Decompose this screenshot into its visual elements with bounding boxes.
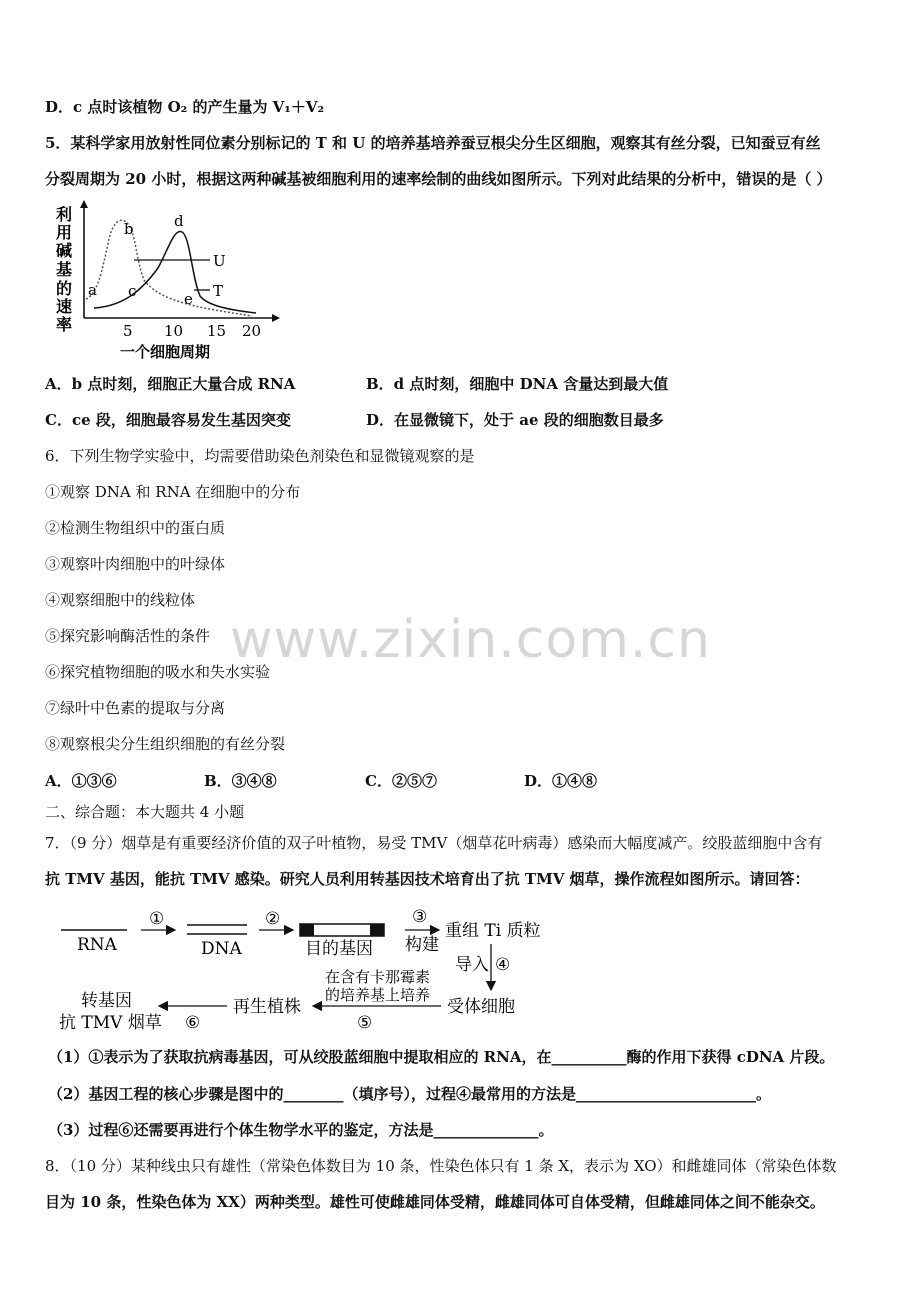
curve-dotted	[86, 220, 252, 316]
q5-option-c: C．ce 段，细胞最容易发生基因突变	[45, 411, 291, 429]
q6-option-d: D．①④⑧	[524, 772, 598, 790]
q7-sub3: （3）过程⑥还需要再进行个体生物学水平的鉴定，方法是______________。	[48, 1121, 554, 1139]
q5-stem-line2: 分裂周期为 20 小时，根据这两种碱基被细胞利用的速率绘制的曲线如图所示。下列对此结果的分析中，错误的是（ ）	[45, 170, 832, 188]
q7-flow-diagram	[55, 904, 555, 1038]
xtick-15: 15	[207, 322, 227, 340]
q6-item-2: ②检测生物组织中的蛋白质	[45, 519, 226, 537]
step5-label: ⑤	[357, 1013, 373, 1033]
xtick-20: 20	[242, 322, 262, 340]
chart-ylabel	[56, 205, 72, 334]
step5-medium-line2: 的培养基上培养	[325, 986, 431, 1004]
plant-label: 再生植株	[233, 997, 301, 1017]
q6-item-8: ⑧观察根尖分生组织细胞的有丝分裂	[45, 735, 286, 753]
step1-label: ①	[149, 909, 165, 929]
transgenic-label-line2: 抗 TMV 烟草	[59, 1013, 162, 1033]
q5-option-d: D．在显微镜下，处于 ae 段的细胞数目最多	[366, 411, 664, 429]
xtick-5: 5	[123, 322, 133, 340]
q7-sub1: （1）①表示为了获取抗病毒基因，可从绞股蓝细胞中提取相应的 RNA，在__________酶的作用下获得 cDNA 片段。	[48, 1048, 835, 1066]
ylabel-char: 利	[56, 205, 73, 224]
ylabel-char: 用	[56, 223, 73, 242]
rna-label: RNA	[77, 935, 117, 955]
q5-stem-line1: 5．某科学家用放射性同位素分别标记的 T 和 U 的培养基培养蚕豆根尖分生区细胞，观察其有丝分裂，已知蚕豆有丝	[45, 134, 821, 152]
ylabel-char: 率	[56, 315, 73, 334]
q5-option-a: A．b 点时刻，细胞正大量合成 RNA	[45, 375, 296, 393]
point-d: d	[174, 212, 184, 230]
q6-option-c: C．②⑤⑦	[365, 772, 437, 790]
q6-item-5: ⑤探究影响酶活性的条件	[45, 627, 211, 645]
q8-stem-line2: 目为 10 条，性染色体为 XX）两种类型。雄性可使雌雄同体受精，雌雄同体可自体受精，但雌雄同体之间不能杂交。	[45, 1193, 825, 1211]
step2-label: ②	[265, 909, 281, 929]
chart-xlabel: 一个细胞周期	[120, 343, 211, 361]
ylabel-char: 的	[56, 279, 73, 298]
gene-end-right	[370, 924, 384, 936]
transgenic-label-line1: 转基因	[81, 991, 132, 1011]
step6-label: ⑥	[185, 1013, 201, 1033]
section-heading: 二、综合题：本大题共 4 小题	[45, 803, 245, 821]
ylabel-char: 碱	[56, 241, 73, 260]
watermark: www.zixin.com.cn	[230, 610, 711, 670]
gene-end-left	[300, 924, 314, 936]
step3-build-label: 构建	[405, 935, 439, 955]
q6-item-6: ⑥探究植物细胞的吸水和失水实验	[45, 663, 271, 681]
q7-stem-line1: 7．（9 分）烟草是有重要经济价值的双子叶植物，易受 TMV（烟草花叶病毒）感染而大幅度减产。绞股蓝细胞中含有	[45, 834, 823, 852]
q5-rate-chart	[50, 198, 290, 364]
curve-u-label: U	[213, 252, 226, 270]
y-axis-arrow	[80, 200, 88, 208]
q6-item-7: ⑦绿叶中色素的提取与分离	[45, 699, 226, 717]
q6-item-1: ①观察 DNA 和 RNA 在细胞中的分布	[45, 483, 301, 501]
point-e: e	[184, 290, 193, 308]
point-c: c	[128, 282, 137, 300]
step4-label: ④	[495, 955, 511, 975]
gene-label: 目的基因	[305, 939, 373, 959]
x-axis-arrow	[272, 314, 280, 322]
q7-stem-line2: 抗 TMV 基因，能抗 TMV 感染。研究人员利用转基因技术培育出了抗 TMV 烟草，操作流程如图所示。请回答：	[45, 870, 810, 888]
q7-sub2: （2）基因工程的核心步骤是图中的________（填序号），过程④最常用的方法是________________________。	[48, 1085, 771, 1103]
step3-label: ③	[412, 907, 428, 927]
q6-option-b: B．③④⑧	[204, 772, 277, 790]
curve-t-label: T	[213, 282, 224, 300]
q6-stem: 6．下列生物学实验中，均需要借助染色剂染色和显微镜观察的是	[45, 447, 475, 465]
ylabel-char: 速	[56, 297, 73, 316]
step5-medium-line1: 在含有卡那霉素	[325, 968, 431, 986]
step4-import-label: 导入	[455, 955, 489, 975]
dna-label: DNA	[201, 939, 242, 959]
q6-item-3: ③观察叶肉细胞中的叶绿体	[45, 555, 226, 573]
q8-stem-line1: 8．（10 分）某种线虫只有雄性（常染色体数目为 10 条，性染色体只有 1 条 X，表示为 XO）和雌雄同体（常染色体数	[45, 1157, 837, 1175]
q5-option-b: B．d 点时刻，细胞中 DNA 含量达到最大值	[366, 375, 669, 393]
q4-option-d: D．c 点时该植物 O₂ 的产生量为 V₁＋V₂	[45, 98, 325, 116]
q6-item-4: ④观察细胞中的线粒体	[45, 591, 196, 609]
q6-option-a: A．①③⑥	[45, 772, 117, 790]
xtick-10: 10	[164, 322, 184, 340]
ylabel-char: 基	[56, 260, 73, 279]
cell-label: 受体细胞	[447, 997, 515, 1017]
point-b: b	[124, 220, 134, 238]
plasmid-label: 重组 Ti 质粒	[445, 921, 541, 941]
point-a: a	[88, 281, 97, 299]
